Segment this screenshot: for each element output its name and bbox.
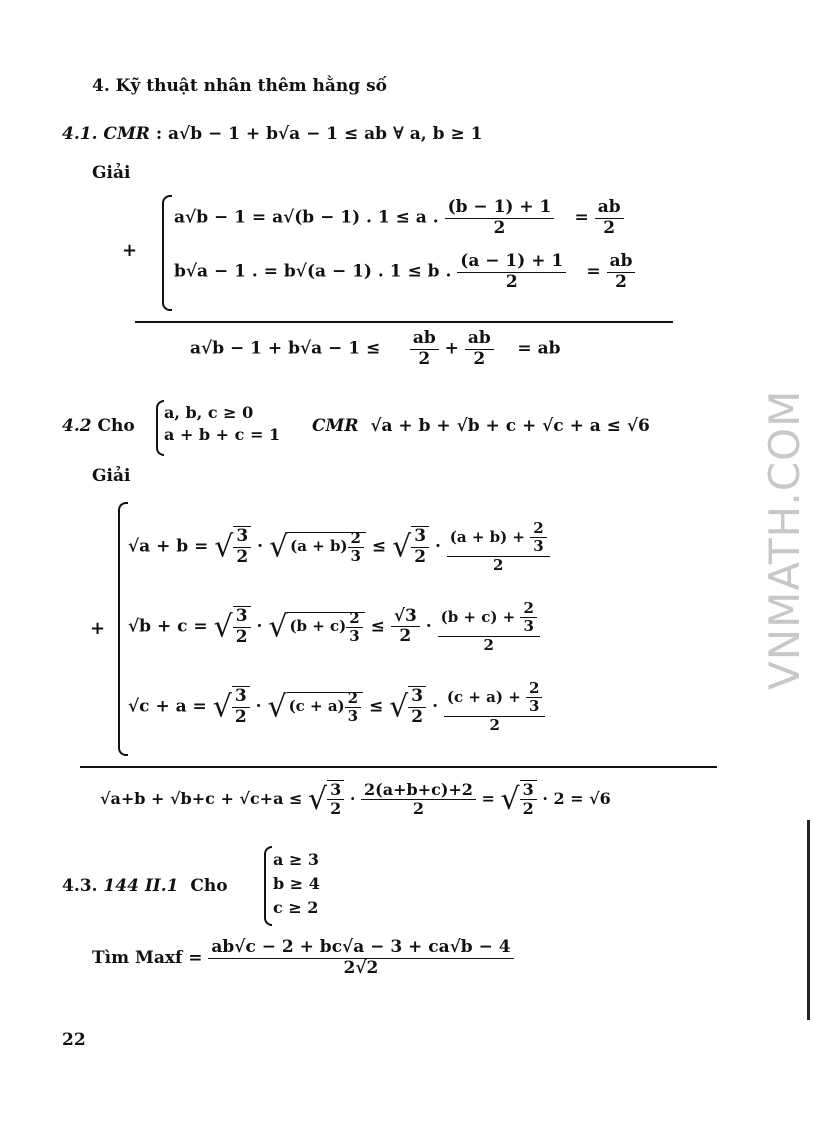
line-1: a√b − 1 = a√(b − 1) . 1 ≤ a . $\frac{(b - 1) + 1}{2}$ = $\frac{ab}{2}$ xyxy=(174,198,624,238)
condition-brace xyxy=(156,400,164,456)
problem-number: 4.2 xyxy=(62,416,92,436)
condition-3: c ≥ 2 xyxy=(273,898,319,917)
line-1-result: $\frac{ab}{2}$ xyxy=(595,198,624,238)
line-2: b√a − 1 . = b√(a − 1) . 1 ≤ b . $\frac{(a - 1) + 1}{2}$ = $\frac{ab}{2}$ xyxy=(174,252,635,292)
sum-lhs: √a+b + √b+c + √c+a ≤ xyxy=(100,788,303,808)
row-1: √a + b = √ $\frac{3}{2}$ · √ (a + b) $\frac{2}{3}$ ≤ √ $\frac{3}{2}$ · (a + b) + $\frac{2}{3}$ 2 xyxy=(128,520,550,574)
scan-edge xyxy=(807,820,810,1020)
row-2-lhs: √b + c = xyxy=(128,616,208,637)
sum-rule xyxy=(80,766,717,768)
plus-sign: + xyxy=(122,240,138,261)
objective-fraction: $\frac{ab√c - 2 + bc√a - 3 + ca√b - 4}{2√2}$ xyxy=(208,938,513,978)
problem-number: 4.1. xyxy=(62,124,98,144)
cho-label: Cho xyxy=(97,416,135,436)
line-2-lhs: b√a − 1 . = b√(a − 1) . 1 ≤ b . xyxy=(174,261,452,282)
sum-lhs: a√b − 1 + b√a − 1 ≤ xyxy=(190,338,381,359)
sum-line: a√b − 1 + b√a − 1 ≤ $\frac{ab}{2}$ + $\frac{ab}{2}$ = ab xyxy=(190,328,561,369)
condition-brace xyxy=(264,846,272,926)
condition-1: a ≥ 3 xyxy=(273,850,320,869)
conditions xyxy=(164,402,280,446)
solution-label: Giải xyxy=(92,163,131,183)
condition-2: a + b + c = 1 xyxy=(164,425,281,444)
row-3-rhs: (c + a) + $\frac{2}{3}$ 2 xyxy=(444,680,546,734)
plus-sign: + xyxy=(90,618,106,639)
watermark: VNMATH.COM xyxy=(760,389,809,690)
condition-2: b ≥ 4 xyxy=(273,874,320,893)
cmr-label: CMR xyxy=(312,416,359,436)
page-number: 22 xyxy=(62,1030,86,1050)
find-label: Tìm Maxf = xyxy=(92,948,203,969)
row-2-rhs: (b + c) + $\frac{2}{3}$ 2 xyxy=(438,600,540,654)
sum-fraction-1: $\frac{ab}{2}$ xyxy=(410,329,439,369)
row-3: √c + a = √ $\frac{3}{2}$ · √ (c + a) $\frac{2}{3}$ ≤ √ $\frac{3}{2}$ · (c + a) + $\frac{2}{3}$ 2 xyxy=(128,680,545,734)
cho-label: Cho xyxy=(190,876,228,896)
system-brace xyxy=(118,502,128,756)
reference: 144 II.1 xyxy=(103,876,179,896)
problem-4-3-header xyxy=(62,876,228,896)
sum-tail: · 2 = √6 xyxy=(542,788,611,808)
problem-4-2-header xyxy=(62,416,135,436)
sum-line: √a+b + √b+c + √c+a ≤ √ $\frac{3}{2}$ · $\frac{2(a+b+c)+2}{2}$ = √ $\frac{3}{2}$ · 2 = √6 xyxy=(100,779,611,819)
sum-rhs: = ab xyxy=(517,338,561,359)
conditions xyxy=(273,848,320,920)
problem-4-1-inequality: : a√b − 1 + b√a − 1 ≤ ab ∀ a, b ≥ 1 xyxy=(155,124,483,144)
line-1-fraction: $\frac{(b - 1) + 1}{2}$ xyxy=(445,198,555,238)
row-3-lhs: √c + a = xyxy=(128,696,207,717)
problem-4-2-inequality: √a + b + √b + c + √c + a ≤ √6 xyxy=(370,416,650,436)
solution-label: Giải xyxy=(92,466,131,486)
condition-1: a, b, c ≥ 0 xyxy=(164,403,254,422)
line-1-lhs: a√b − 1 = a√(b − 1) . 1 ≤ a . xyxy=(174,207,439,228)
row-1-rhs: (a + b) + $\frac{2}{3}$ 2 xyxy=(447,520,550,574)
problem-number: 4.3. xyxy=(62,876,98,896)
line-2-result: $\frac{ab}{2}$ xyxy=(607,252,636,292)
sum-fraction: $\frac{2(a+b+c)+2}{2}$ xyxy=(361,781,476,819)
line-2-fraction: $\frac{(a - 1) + 1}{2}$ xyxy=(457,252,566,292)
cmr-label: CMR xyxy=(103,124,150,144)
sum-rule xyxy=(135,321,673,323)
problem-4-2-claim xyxy=(312,416,650,436)
row-2: √b + c = √ $\frac{3}{2}$ · √ (b + c) $\frac{2}{3}$ ≤ $\frac{√3}{2}$ · (b + c) + $\frac{2}{3}$ 2 xyxy=(128,600,540,654)
section-title: 4. Kỹ thuật nhân thêm hằng số xyxy=(92,76,387,96)
problem-4-1-statement xyxy=(62,124,482,144)
find-max xyxy=(92,938,514,978)
row-1-lhs: √a + b = xyxy=(128,536,209,557)
system-brace xyxy=(162,195,172,311)
sum-fraction-2: $\frac{ab}{2}$ xyxy=(465,329,494,369)
